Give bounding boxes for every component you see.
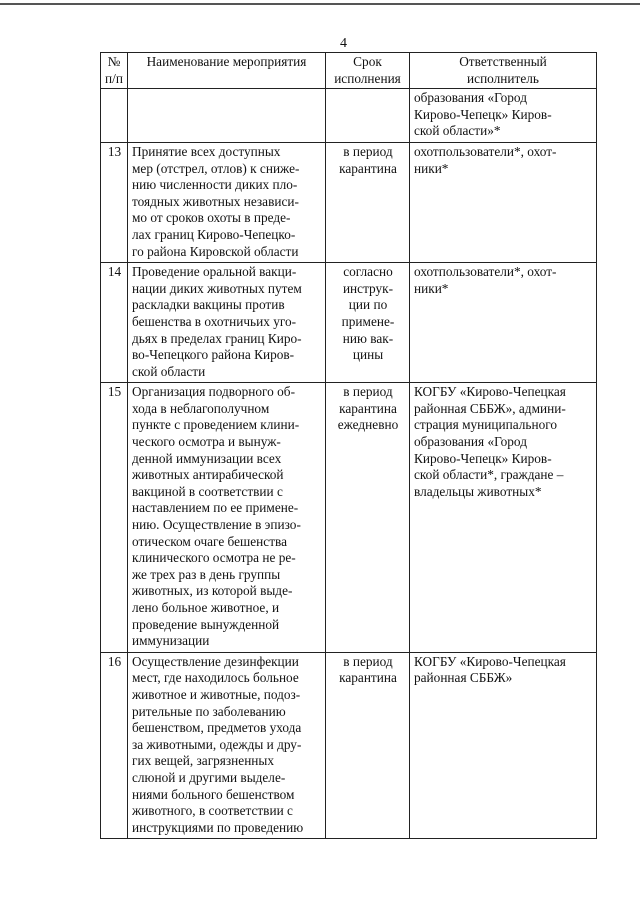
header-responsible (410, 53, 597, 89)
measure-text-line: гих вещей, загрязненных (132, 753, 275, 769)
responsible-party (410, 652, 597, 839)
measures-table (100, 52, 597, 839)
table-row (101, 383, 597, 653)
row-number: 14 (101, 263, 128, 383)
header-text-line: Ответственный (459, 54, 547, 69)
measure-text-line: хода в неблагополучном (132, 400, 270, 416)
term-text-line: карантина (339, 400, 397, 416)
measure-text-line: иммунизации (132, 633, 210, 649)
header-num (101, 53, 128, 89)
row-number: 13 (101, 142, 128, 262)
measure-text-line: животного, в соответствии с (132, 803, 293, 819)
term-text-line: ции по (348, 297, 388, 313)
measure-text-line: ниями больного бешенством (132, 786, 295, 802)
header-row (101, 53, 597, 89)
header-term (326, 53, 410, 89)
measure-text-line: мо от сроков охоты в преде- (132, 210, 291, 226)
term-text-line: нию вак- (342, 330, 394, 346)
measure-text-line: нию численности диких пло- (132, 177, 298, 193)
responsible-party (410, 89, 597, 143)
responsible-text-line: КОГБУ «Кирово-Чепецкая (414, 384, 566, 400)
header-text-line: исполнитель (467, 70, 539, 86)
responsible-party (410, 263, 597, 383)
measure-text-line: Осуществление дезинфекции (132, 653, 299, 669)
responsible-text-line: Кирово-Чепецк» Киров- (414, 450, 552, 466)
execution-term (326, 142, 410, 262)
execution-term (326, 89, 410, 143)
term-text-line: согласно (343, 264, 393, 280)
measure-text-line: Принятие всех доступных (132, 143, 281, 159)
measure-text-line: мест, где находилось больное (132, 670, 299, 686)
measure-text-line: Проведение оральной вакци- (132, 264, 297, 280)
measure-text-line: ческого осмотра и вынуж- (132, 434, 281, 450)
measure-text-line: мер (отстрел, отлов) к сниже- (132, 160, 300, 176)
header-text-line: п/п (105, 70, 123, 86)
measure-text-line: дьях в пределах границ Киро- (132, 330, 302, 346)
term-text-line: в период (343, 653, 393, 669)
table-row (101, 89, 597, 143)
term-text-line: примене- (341, 313, 395, 329)
measure-text-line: животных антирабической (132, 467, 284, 483)
measure-text-line: животных, из которой выде- (132, 583, 293, 599)
responsible-text-line: ники* (414, 160, 449, 176)
responsible-text-line: ской области*, граждане – (414, 467, 564, 483)
measure-text-line: во-Чепецкого района Киров- (132, 347, 295, 363)
responsible-text-line: ники* (414, 280, 449, 296)
measure-text-line: нации диких животных путем (132, 280, 302, 296)
header-name (128, 53, 326, 89)
term-text-line: в период (343, 384, 393, 400)
measure-text-line: инструкциями по проведению (132, 819, 304, 835)
header-text-line: Срок (353, 54, 382, 69)
measure-text-line: лено больное животное, и (132, 600, 280, 615)
measure-name (128, 652, 326, 839)
term-text-line: в период (343, 143, 393, 159)
responsible-text-line: владельцы животных* (414, 483, 542, 499)
measure-text-line: тоядных животных независи- (132, 193, 299, 209)
top-rule (0, 3, 640, 5)
execution-term (326, 652, 410, 839)
measure-name (128, 383, 326, 653)
measure-text-line: пункте с проведением клини- (132, 417, 300, 433)
execution-term (326, 263, 410, 383)
measure-text-line: вакциной в соответствии с (132, 483, 283, 499)
responsible-text-line: районная СББЖ», админи- (414, 400, 566, 416)
term-text-line: ежедневно (337, 417, 399, 433)
table-row (101, 142, 597, 262)
measure-text-line: наставлением по ее примене- (132, 500, 299, 516)
measure-text-line: раскладки вакцины против (132, 297, 285, 313)
term-text-line: карантина (339, 670, 397, 686)
measure-text-line: лах границ Кирово-Чепецко- (132, 226, 296, 242)
measure-text-line: рительные по заболеванию (132, 703, 286, 719)
measure-text-line: го района Кировской области (132, 243, 299, 259)
measure-name (128, 263, 326, 383)
table-row (101, 263, 597, 383)
measure-text-line: нию. Осуществление в эпизо- (132, 517, 301, 533)
measure-text-line: бешенством, предметов ухода (132, 720, 302, 736)
responsible-text-line: районная СББЖ» (414, 670, 513, 686)
measure-text-line: животное и животные, подоз- (132, 686, 301, 702)
header-text-line: исполнения (334, 70, 401, 86)
header-text-line: Наименование мероприятия (146, 54, 307, 69)
measure-name (128, 142, 326, 262)
term-text-line: цины (352, 347, 384, 363)
responsible-text-line: охотпользователи*, охот- (414, 143, 557, 159)
measure-text-line: бешенства в охотничьих уго- (132, 313, 297, 329)
responsible-party (410, 383, 597, 653)
responsible-text-line: ской области»* (414, 123, 501, 139)
row-number: 15 (101, 383, 128, 653)
measure-text-line: денной иммунизации всех (132, 450, 282, 466)
execution-term (326, 383, 410, 653)
responsible-text-line: образования «Город (414, 434, 527, 450)
measure-text-line: за животными, одежды и дру- (132, 736, 302, 752)
table-row (101, 652, 597, 839)
header-text-line: № (107, 54, 121, 69)
responsible-text-line: образования «Город (414, 90, 527, 106)
measure-text-line: клинического осмотра не ре- (132, 550, 296, 566)
responsible-text-line: охотпользователи*, охот- (414, 264, 557, 280)
term-text-line: карантина (339, 160, 397, 176)
measure-text-line: же трех раз в день группы (132, 566, 281, 582)
row-number (101, 89, 128, 143)
measure-name (128, 89, 326, 143)
responsible-text-line: Кирово-Чепецк» Киров- (414, 106, 552, 122)
term-text-line: инструк- (342, 280, 394, 296)
responsible-text-line: КОГБУ «Кирово-Чепецкая (414, 653, 566, 669)
responsible-text-line: страция муниципального (414, 417, 557, 433)
measure-text-line: проведение вынужденной (132, 616, 280, 632)
measure-text-line: отическом очаге бешенства (132, 533, 288, 549)
measure-text-line: слюной и другими выделе- (132, 769, 286, 785)
row-number: 16 (101, 652, 128, 839)
measure-text-line: ской области (132, 363, 206, 379)
measure-text-line: Организация подворного об- (132, 384, 295, 400)
page-number: 4 (340, 36, 347, 51)
responsible-party (410, 142, 597, 262)
